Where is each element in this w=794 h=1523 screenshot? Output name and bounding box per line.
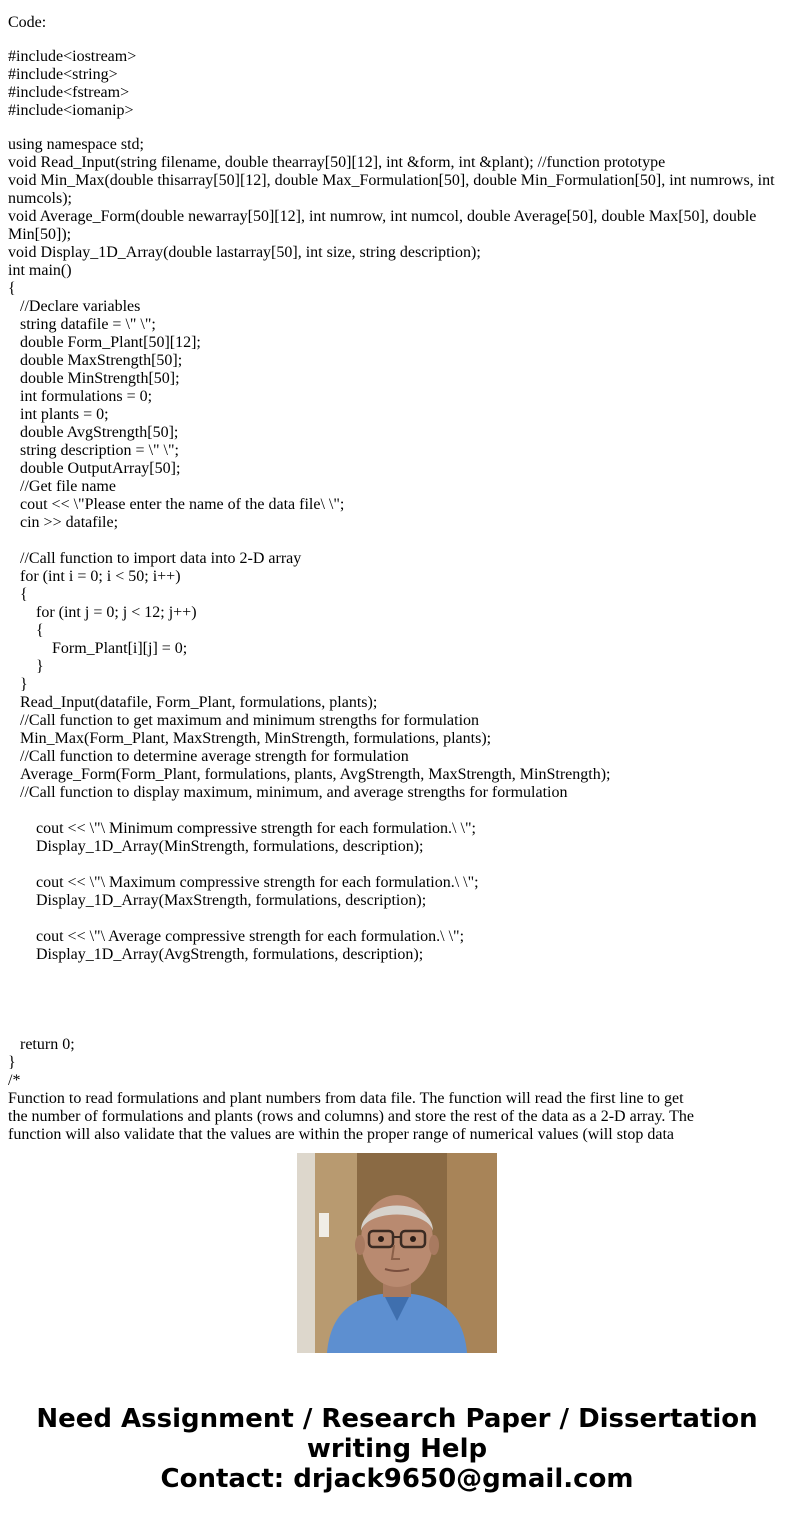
code-line: double OutputArray[50]; xyxy=(8,460,181,477)
code-line: Display_1D_Array(MaxStrength, formulations, description); xyxy=(8,892,427,909)
code-line: Display_1D_Array(AvgStrength, formulations, description); xyxy=(8,946,424,963)
code-line: int plants = 0; xyxy=(8,406,109,423)
code-line xyxy=(8,982,788,1000)
code-line: using namespace std; xyxy=(8,136,144,153)
banner-line-1: Need Assignment / Research Paper / Dissertation xyxy=(36,1404,758,1434)
code-line: Form_Plant[i][j] = 0; xyxy=(8,640,188,657)
code-line: cin >> datafile; xyxy=(8,514,119,531)
banner-line-2: writing Help xyxy=(306,1434,488,1464)
code-line: double MinStrength[50]; xyxy=(8,370,180,387)
code-line: function will also validate that the values are within the proper range of numerical values (will stop data xyxy=(8,1126,675,1143)
code-body xyxy=(8,136,788,1144)
code-line: int formulations = 0; xyxy=(8,388,153,405)
person-photo-icon xyxy=(297,1153,497,1353)
code-line: int main() xyxy=(8,262,72,279)
include-block xyxy=(8,48,788,120)
code-line: double Form_Plant[50][12]; xyxy=(8,334,201,351)
code-line xyxy=(8,802,788,820)
code-line: } xyxy=(8,676,28,693)
code-line: void Read_Input(string filename, double thearray[50][12], int &form, int &plant); //function prototype xyxy=(8,154,666,171)
code-heading: Code: xyxy=(8,14,47,31)
include-line: #include<iostream> xyxy=(8,48,137,65)
code-line: //Call function to import data into 2-D array xyxy=(8,550,302,567)
contact-email-link[interactable]: Contact: drjack9650@gmail.com xyxy=(160,1464,634,1494)
code-line: void Display_1D_Array(double lastarray[50], int size, string description); xyxy=(8,244,481,261)
include-line: #include<string> xyxy=(8,66,118,83)
code-line: } xyxy=(8,1054,16,1071)
code-line: //Call function to determine average strength for formulation xyxy=(8,748,409,765)
code-line: //Call function to get maximum and minimum strengths for formulation xyxy=(8,712,480,729)
code-line xyxy=(8,532,788,550)
code-line: double MaxStrength[50]; xyxy=(8,352,183,369)
include-line: #include<iomanip> xyxy=(8,102,134,119)
code-line: cout << \"\ Minimum compressive strength for each formulation.\ \"; xyxy=(8,820,476,837)
contact-banner xyxy=(0,1404,794,1494)
code-line: for (int j = 0; j < 12; j++) xyxy=(8,604,197,621)
code-line: string datafile = \" \"; xyxy=(8,316,156,333)
code-line: //Declare variables xyxy=(8,298,141,315)
code-line: cout << \"\ Average compressive strength for each formulation.\ \"; xyxy=(8,928,465,945)
code-line: string description = \" \"; xyxy=(8,442,179,459)
code-line: //Get file name xyxy=(8,478,116,495)
code-line: } xyxy=(8,658,44,675)
code-line: Min_Max(Form_Plant, MaxStrength, MinStrength, formulations, plants); xyxy=(8,730,492,747)
code-line xyxy=(8,1000,788,1018)
include-line: #include<fstream> xyxy=(8,84,130,101)
code-line: cout << \"\ Maximum compressive strength for each formulation.\ \"; xyxy=(8,874,479,891)
code-line: the number of formulations and plants (rows and columns) and store the rest of the data as a 2-D array. The xyxy=(8,1108,695,1125)
code-line: cout << \"Please enter the name of the data file\ \"; xyxy=(8,496,345,513)
code-article xyxy=(8,14,788,1143)
code-line: Average_Form(Form_Plant, formulations, plants, AvgStrength, MaxStrength, MinStrength); xyxy=(8,766,611,783)
author-avatar xyxy=(297,1153,497,1353)
code-line: void Average_Form(double newarray[50][12], int numrow, int numcol, double Average[50], double Max[50], double Min[50]); xyxy=(8,208,761,243)
code-line: //Call function to display maximum, minimum, and average strengths for formulation xyxy=(8,784,568,801)
code-line: Read_Input(datafile, Form_Plant, formulations, plants); xyxy=(8,694,378,711)
code-line: Display_1D_Array(MinStrength, formulations, description); xyxy=(8,838,424,855)
code-line: { xyxy=(8,622,44,639)
code-line: return 0; xyxy=(8,1036,75,1053)
code-line: { xyxy=(8,280,16,297)
code-line xyxy=(8,856,788,874)
code-line xyxy=(8,1018,788,1036)
code-line xyxy=(8,964,788,982)
code-line xyxy=(8,910,788,928)
code-line: void Min_Max(double thisarray[50][12], double Max_Formulation[50], double Min_Formulation[50], int numrows, int numcols); xyxy=(8,172,779,207)
code-line: /* xyxy=(8,1072,21,1089)
code-line: double AvgStrength[50]; xyxy=(8,424,179,441)
code-line: { xyxy=(8,586,28,603)
code-line: for (int i = 0; i < 50; i++) xyxy=(8,568,181,585)
code-line: Function to read formulations and plant numbers from data file. The function will read the first line to get xyxy=(8,1090,684,1107)
